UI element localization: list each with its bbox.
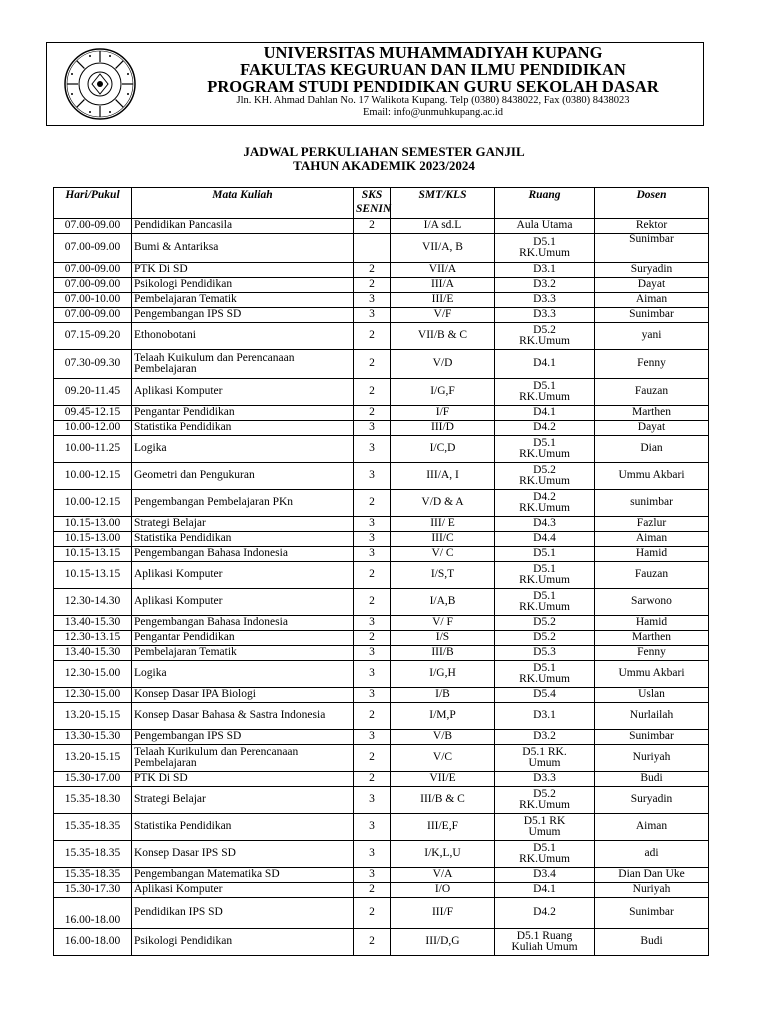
cell-room: D5.1 Ruang Kuliah Umum <box>495 929 595 956</box>
cell-time: 10.00-12.00 <box>54 421 132 436</box>
cell-course: Pengembangan IPS SD <box>132 308 354 323</box>
email: Email: info@unmuhkupang.ac.id <box>362 107 504 118</box>
cell-sks: 2 <box>354 219 391 234</box>
cell-class: I/G,H <box>391 661 495 688</box>
cell-time: 10.00-11.25 <box>54 436 132 463</box>
cell-room: D4.1 <box>495 350 595 379</box>
cell-course: Psikologi Pendidikan <box>132 278 354 293</box>
cell-course: Statistika Pendidikan <box>132 814 354 841</box>
header-row <box>54 188 709 219</box>
cell-time: 15.35-18.35 <box>54 841 132 868</box>
table-row <box>54 883 709 898</box>
cell-time: 12.30-13.15 <box>54 631 132 646</box>
table-row <box>54 350 709 379</box>
cell-room: D3.1 <box>495 703 595 730</box>
table-row <box>54 661 709 688</box>
cell-room: D5.1 RK.Umum <box>495 436 595 463</box>
cell-room: D4.2 <box>495 421 595 436</box>
table-row <box>54 406 709 421</box>
cell-class: I/O <box>391 883 495 898</box>
cell-time: 09.45-12.15 <box>54 406 132 421</box>
table-row <box>54 278 709 293</box>
cell-course: Pengembangan Bahasa Indonesia <box>132 547 354 562</box>
cell-sks: 3 <box>354 436 391 463</box>
cell-course: Logika <box>132 661 354 688</box>
cell-lecturer: Sunimbar <box>595 898 709 929</box>
cell-time: 13.20-15.15 <box>54 745 132 772</box>
table-row <box>54 293 709 308</box>
cell-course: Aplikasi Komputer <box>132 883 354 898</box>
cell-time: 12.30-15.00 <box>54 688 132 703</box>
faculty-name: FAKULTAS KEGURUAN DAN ILMU PENDIDIKAN <box>240 60 626 79</box>
cell-time: 16.00-18.00 <box>54 898 132 929</box>
cell-lecturer: Nuriyah <box>595 883 709 898</box>
university-seal-icon <box>63 47 137 121</box>
cell-lecturer: Ummu Akbari <box>595 463 709 490</box>
cell-course: Geometri dan Pengukuran <box>132 463 354 490</box>
table-row <box>54 646 709 661</box>
cell-course: Konsep Dasar Bahasa & Sastra Indonesia <box>132 703 354 730</box>
header-sks <box>354 188 391 219</box>
header-lecturer: Dosen <box>595 188 709 219</box>
table-row <box>54 745 709 772</box>
table-row <box>54 308 709 323</box>
cell-course: Pembelajaran Tematik <box>132 293 354 308</box>
cell-time: 10.00-12.15 <box>54 490 132 517</box>
cell-class: I/G,F <box>391 379 495 406</box>
cell-class: III/B <box>391 646 495 661</box>
cell-lecturer: Hamid <box>595 547 709 562</box>
table-row <box>54 517 709 532</box>
cell-sks: 2 <box>354 562 391 589</box>
cell-sks: 3 <box>354 517 391 532</box>
cell-class: III/C <box>391 532 495 547</box>
cell-sks: 3 <box>354 646 391 661</box>
cell-time: 15.30-17.30 <box>54 883 132 898</box>
letterhead-text <box>167 43 699 119</box>
cell-room: D5.3 <box>495 646 595 661</box>
cell-class: I/K,L,U <box>391 841 495 868</box>
cell-course: Pengembangan Matematika SD <box>132 868 354 883</box>
table-row <box>54 421 709 436</box>
header-day: SENIN <box>356 202 392 215</box>
cell-sks: 2 <box>354 772 391 787</box>
cell-lecturer: Dian Dan Uke <box>595 868 709 883</box>
cell-room: D5.1 RK.Umum <box>495 562 595 589</box>
cell-course: Pengembangan Bahasa Indonesia <box>132 616 354 631</box>
cell-time: 15.30-17.00 <box>54 772 132 787</box>
cell-lecturer: Nurlailah <box>595 703 709 730</box>
cell-lecturer: Hamid <box>595 616 709 631</box>
cell-room: D5.2 <box>495 616 595 631</box>
cell-sks: 3 <box>354 463 391 490</box>
cell-sks: 2 <box>354 350 391 379</box>
cell-class: III/F <box>391 898 495 929</box>
cell-room: D4.4 <box>495 532 595 547</box>
cell-class: VII/E <box>391 772 495 787</box>
table-row <box>54 436 709 463</box>
cell-sks: 2 <box>354 490 391 517</box>
cell-lecturer: Ummu Akbari <box>595 661 709 688</box>
cell-room: D5.1 RK.Umum <box>495 234 595 263</box>
cell-class: V/ F <box>391 616 495 631</box>
cell-class: I/A,B <box>391 589 495 616</box>
cell-course: Pendidikan IPS SD <box>132 898 354 929</box>
cell-sks <box>354 234 391 263</box>
cell-class: III/A, I <box>391 463 495 490</box>
table-row <box>54 841 709 868</box>
cell-room: D5.4 <box>495 688 595 703</box>
cell-time: 07.00-09.00 <box>54 263 132 278</box>
cell-lecturer: Sarwono <box>595 589 709 616</box>
cell-lecturer: Marthen <box>595 631 709 646</box>
cell-lecturer: yani <box>595 323 709 350</box>
table-row <box>54 730 709 745</box>
cell-lecturer: Fenny <box>595 350 709 379</box>
cell-time: 13.20-15.15 <box>54 703 132 730</box>
cell-room: D5.1 RK.Umum <box>495 589 595 616</box>
table-row <box>54 772 709 787</box>
table-row <box>54 463 709 490</box>
cell-class: V/D & A <box>391 490 495 517</box>
cell-room: D5.1 RK. Umum <box>495 745 595 772</box>
cell-time: 10.15-13.15 <box>54 562 132 589</box>
cell-class: V/ C <box>391 547 495 562</box>
cell-room: D4.1 <box>495 883 595 898</box>
cell-course: Telaah Kuikulum dan Perencanaan Pembelajaran <box>132 350 354 379</box>
cell-time: 13.40-15.30 <box>54 646 132 661</box>
cell-lecturer: Fauzan <box>595 379 709 406</box>
schedule-table <box>53 187 709 956</box>
table-row <box>54 323 709 350</box>
table-row <box>54 631 709 646</box>
cell-sks: 3 <box>354 547 391 562</box>
table-row <box>54 814 709 841</box>
cell-time: 10.15-13.00 <box>54 517 132 532</box>
cell-room: D5.1 RK.Umum <box>495 661 595 688</box>
cell-class: I/S,T <box>391 562 495 589</box>
cell-time: 15.35-18.35 <box>54 868 132 883</box>
cell-time: 07.00-09.00 <box>54 308 132 323</box>
table-row <box>54 562 709 589</box>
cell-sks: 2 <box>354 379 391 406</box>
cell-room: D3.2 <box>495 278 595 293</box>
cell-room: D5.1 RK.Umum <box>495 841 595 868</box>
document-title: JADWAL PERKULIAHAN SEMESTER GANJIL <box>243 144 525 159</box>
cell-time: 07.00-09.00 <box>54 234 132 263</box>
table-row <box>54 219 709 234</box>
cell-room: D3.4 <box>495 868 595 883</box>
cell-sks: 2 <box>354 406 391 421</box>
cell-course: Strategi Belajar <box>132 517 354 532</box>
cell-time: 10.15-13.00 <box>54 532 132 547</box>
cell-lecturer: sunimbar <box>595 490 709 517</box>
university-name: UNIVERSITAS MUHAMMADIYAH KUPANG <box>263 43 603 62</box>
cell-class: VII/A, B <box>391 234 495 263</box>
cell-time: 07.00-09.00 <box>54 219 132 234</box>
schedule-body <box>54 219 709 956</box>
cell-sks: 3 <box>354 293 391 308</box>
header-time: Hari/Pukul <box>54 188 132 219</box>
cell-lecturer: Fazlur <box>595 517 709 532</box>
cell-lecturer: Budi <box>595 772 709 787</box>
cell-class: I/C,D <box>391 436 495 463</box>
cell-class: I/M,P <box>391 703 495 730</box>
cell-sks: 3 <box>354 730 391 745</box>
table-row <box>54 547 709 562</box>
address: Jln. KH. Ahmad Dahlan No. 17 Walikota Kupang. Telp (0380) 8438022, Fax (0380) 8438023 <box>236 95 630 106</box>
cell-class: I/A sd.L <box>391 219 495 234</box>
cell-course: Bumi & Antariksa <box>132 234 354 263</box>
cell-class: III/E,F <box>391 814 495 841</box>
cell-time: 13.40-15.30 <box>54 616 132 631</box>
cell-sks: 2 <box>354 745 391 772</box>
cell-time: 07.00-09.00 <box>54 278 132 293</box>
program-name: PROGRAM STUDI PENDIDIKAN GURU SEKOLAH DASAR <box>207 77 659 96</box>
cell-lecturer: Nuriyah <box>595 745 709 772</box>
cell-lecturer: Dayat <box>595 421 709 436</box>
cell-class: III/B & C <box>391 787 495 814</box>
cell-course: Statistika Pendidikan <box>132 532 354 547</box>
cell-lecturer: Aiman <box>595 532 709 547</box>
cell-lecturer: Dayat <box>595 278 709 293</box>
cell-class: VII/A <box>391 263 495 278</box>
cell-course: Konsep Dasar IPS SD <box>132 841 354 868</box>
table-row <box>54 868 709 883</box>
cell-sks: 3 <box>354 787 391 814</box>
cell-lecturer: Uslan <box>595 688 709 703</box>
cell-lecturer: Dian <box>595 436 709 463</box>
cell-lecturer: Budi <box>595 929 709 956</box>
cell-time: 10.15-13.15 <box>54 547 132 562</box>
cell-class: V/F <box>391 308 495 323</box>
cell-lecturer: Marthen <box>595 406 709 421</box>
cell-sks: 3 <box>354 841 391 868</box>
cell-room: Aula Utama <box>495 219 595 234</box>
cell-sks: 3 <box>354 814 391 841</box>
cell-course: Statistika Pendidikan <box>132 421 354 436</box>
cell-room: D3.2 <box>495 730 595 745</box>
cell-room: D4.1 <box>495 406 595 421</box>
cell-class: V/C <box>391 745 495 772</box>
cell-room: D5.2 RK.Umum <box>495 323 595 350</box>
cell-time: 13.30-15.30 <box>54 730 132 745</box>
cell-lecturer: Aiman <box>595 293 709 308</box>
table-row <box>54 532 709 547</box>
cell-time: 09.20-11.45 <box>54 379 132 406</box>
cell-time: 16.00-18.00 <box>54 929 132 956</box>
cell-time: 15.35-18.30 <box>54 787 132 814</box>
cell-room: D5.2 RK.Umum <box>495 787 595 814</box>
cell-room: D3.3 <box>495 772 595 787</box>
cell-room: D4.2 <box>495 898 595 929</box>
cell-course: Pendidikan Pancasila <box>132 219 354 234</box>
cell-class: VII/B & C <box>391 323 495 350</box>
table-row <box>54 589 709 616</box>
cell-sks: 2 <box>354 589 391 616</box>
cell-room: D5.1 RK Umum <box>495 814 595 841</box>
cell-lecturer: adi <box>595 841 709 868</box>
cell-class: V/D <box>391 350 495 379</box>
cell-lecturer: Sunimbar <box>595 308 709 323</box>
cell-sks: 3 <box>354 616 391 631</box>
cell-course: PTK Di SD <box>132 263 354 278</box>
cell-room: D5.2 RK.Umum <box>495 463 595 490</box>
cell-lecturer: Fenny <box>595 646 709 661</box>
table-row <box>54 379 709 406</box>
cell-class: I/S <box>391 631 495 646</box>
cell-time: 12.30-15.00 <box>54 661 132 688</box>
cell-course: Konsep Dasar IPA Biologi <box>132 688 354 703</box>
cell-time: 12.30-14.30 <box>54 589 132 616</box>
cell-course: Pengembangan Pembelajaran PKn <box>132 490 354 517</box>
cell-room: D3.1 <box>495 263 595 278</box>
cell-sks: 2 <box>354 883 391 898</box>
cell-time: 07.30-09.30 <box>54 350 132 379</box>
table-row <box>54 703 709 730</box>
cell-room: D5.1 RK.Umum <box>495 379 595 406</box>
cell-class: I/B <box>391 688 495 703</box>
cell-class: V/A <box>391 868 495 883</box>
cell-course: Ethonobotani <box>132 323 354 350</box>
cell-class: I/F <box>391 406 495 421</box>
table-row <box>54 929 709 956</box>
cell-room: D4.3 <box>495 517 595 532</box>
cell-lecturer: Rektor <box>595 219 709 234</box>
cell-course: Pengantar Pendidikan <box>132 406 354 421</box>
cell-sks: 2 <box>354 929 391 956</box>
cell-lecturer: Sunimbar <box>595 730 709 745</box>
cell-course: Telaah Kurikulum dan Perencanaan Pembelajaran <box>132 745 354 772</box>
cell-sks: 2 <box>354 278 391 293</box>
cell-course: Psikologi Pendidikan <box>132 929 354 956</box>
cell-course: Pembelajaran Tematik <box>132 646 354 661</box>
cell-sks: 3 <box>354 532 391 547</box>
cell-room: D3.3 <box>495 293 595 308</box>
header-course: Mata Kuliah <box>132 188 354 219</box>
cell-course: Logika <box>132 436 354 463</box>
cell-course: Pengantar Pendidikan <box>132 631 354 646</box>
cell-class: III/D <box>391 421 495 436</box>
cell-sks: 3 <box>354 421 391 436</box>
cell-lecturer: Suryadin <box>595 263 709 278</box>
table-row <box>54 616 709 631</box>
cell-lecturer: Sunimbar <box>595 234 709 263</box>
cell-course: Aplikasi Komputer <box>132 589 354 616</box>
cell-lecturer: Suryadin <box>595 787 709 814</box>
cell-room: D4.2 RK.Umum <box>495 490 595 517</box>
cell-sks: 2 <box>354 631 391 646</box>
cell-course: Pengembangan IPS SD <box>132 730 354 745</box>
cell-sks: 3 <box>354 661 391 688</box>
cell-class: III/A <box>391 278 495 293</box>
cell-room: D5.2 <box>495 631 595 646</box>
cell-time: 07.15-09.20 <box>54 323 132 350</box>
cell-room: D5.1 <box>495 547 595 562</box>
cell-course: PTK Di SD <box>132 772 354 787</box>
header-sks-label: SKS <box>361 189 383 201</box>
cell-sks: 2 <box>354 703 391 730</box>
cell-sks: 2 <box>354 323 391 350</box>
cell-room: D3.3 <box>495 308 595 323</box>
header-class: SMT/KLS <box>391 188 495 219</box>
cell-class: V/B <box>391 730 495 745</box>
header-room: Ruang <box>495 188 595 219</box>
cell-lecturer: Aiman <box>595 814 709 841</box>
cell-class: III/D,G <box>391 929 495 956</box>
cell-class: III/ E <box>391 517 495 532</box>
cell-sks: 2 <box>354 263 391 278</box>
cell-course: Aplikasi Komputer <box>132 562 354 589</box>
document-subtitle: TAHUN AKADEMIK 2023/2024 <box>293 158 475 173</box>
table-row <box>54 688 709 703</box>
cell-time: 07.00-10.00 <box>54 293 132 308</box>
table-row <box>54 263 709 278</box>
table-row <box>54 898 709 929</box>
cell-sks: 2 <box>354 898 391 929</box>
letterhead <box>46 42 704 126</box>
cell-time: 15.35-18.35 <box>54 814 132 841</box>
cell-time: 10.00-12.15 <box>54 463 132 490</box>
table-row <box>54 490 709 517</box>
cell-sks: 3 <box>354 308 391 323</box>
cell-lecturer: Fauzan <box>595 562 709 589</box>
table-row <box>54 787 709 814</box>
cell-course: Aplikasi Komputer <box>132 379 354 406</box>
cell-sks: 3 <box>354 868 391 883</box>
cell-course: Strategi Belajar <box>132 787 354 814</box>
table-row <box>54 234 709 263</box>
cell-sks: 3 <box>354 688 391 703</box>
cell-class: III/E <box>391 293 495 308</box>
